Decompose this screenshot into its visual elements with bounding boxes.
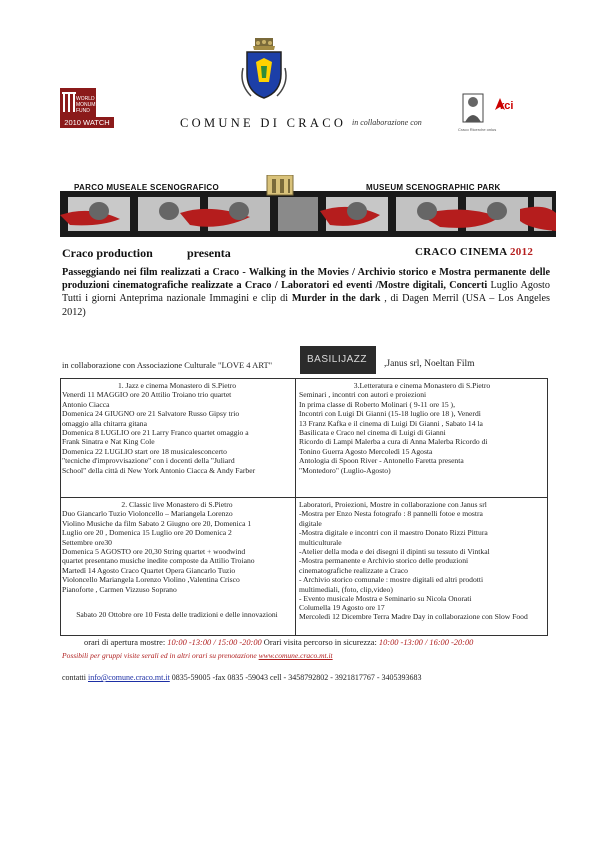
- table-line: Domenica 22 LUGLIO start ore 18 musicalesconcerto: [62, 446, 227, 456]
- cinema-label: CRACO CINEMA: [415, 246, 507, 258]
- craco-ricerche-logo-icon: [460, 90, 486, 126]
- table-column-divider: [295, 378, 296, 636]
- wmf-line-1: WORLD: [76, 96, 95, 102]
- wmf-watch-badge: 2010 WATCH: [60, 117, 114, 128]
- cinema-year: 2012: [509, 246, 534, 258]
- cinema-title: [415, 246, 533, 258]
- table-line: In prima classe di Roberto Molinari ( 9-11 ore 15 ),: [299, 399, 455, 409]
- intro-film-title: Murder in the dark: [291, 293, 381, 305]
- table-line: "tecniche d'improvvisazione" con i docenti della "Juliard: [62, 456, 235, 466]
- table-line: Domenica 8 LUGLIO ore 21 Larry Franco quartet omaggio a: [62, 428, 249, 438]
- cell-jazz-cinema: [62, 381, 292, 475]
- table-line: Violino Musiche da film Sabato 2 Giugno ore 20, Domenica 1: [62, 518, 252, 528]
- table-line: Frank Sinatra e Nat King Cole: [62, 437, 155, 447]
- cell-title: 3.Letteratura e cinema Monastero di S.Pietro: [353, 381, 491, 390]
- monument-icon: [62, 90, 76, 114]
- table-line: -Mostra permanente e Archivio storico delle produzioni: [299, 556, 469, 566]
- table-line: Domenica 5 AGOSTO ore 20,30 String quartet + woodwind: [62, 547, 246, 557]
- table-line: Laboratori, Proiezioni, Mostre in collaborazione con Janus srl: [299, 500, 487, 509]
- table-line: 13 Franz Kafka e il cinema di Luigi Di Gianni , Sabato 14 la: [299, 418, 483, 428]
- table-line: Basilicata e Craco nel cinema di Luigi di Gianni: [299, 428, 446, 438]
- collaboration-text: in collaborazione con Associazione Culturale "LOVE 4 ART": [62, 360, 273, 370]
- cell-laboratori-footer: Mercoledì 12 Dicembre Terra Madre Day in collaborazione con Slow Food: [299, 612, 528, 621]
- table-line: multimediali, (foto, clip,video): [299, 584, 393, 594]
- table-line: Tonino Guerra Agosto Mercoledì 15 Agosta: [299, 446, 433, 456]
- cell-title: 2. Classic live Monastero di S.Pietro: [121, 500, 233, 509]
- presenta-label: presenta: [187, 246, 231, 260]
- banner-title-it: PARCO MUSEALE SCENOGRAFICO: [74, 183, 219, 192]
- table-line: Martedì 14 Agosto Craco Quartet Opera Giancarlo Tuzio: [62, 565, 236, 575]
- table-line: omaggio alla chitarra gitana: [62, 418, 147, 428]
- table-line: Antonio Ciacca: [62, 399, 110, 409]
- table-line: Luglio ore 20 , Domenica 15 Luglio ore 20 Domenica 2: [62, 528, 232, 538]
- partners-text: ,Janus srl, Noeltan Film: [384, 359, 475, 369]
- table-line: Incontri con Luigi Di Gianni (15-18 luglio ore 18 ), Venerdì: [299, 409, 481, 419]
- rci-logo: rci: [500, 100, 514, 112]
- table-line: Settembre ore30: [62, 537, 112, 547]
- wmf-line-2: MONUMENTS: [76, 102, 109, 108]
- cell-letteratura-cinema: [299, 381, 545, 475]
- table-row-divider: [60, 497, 548, 498]
- contacts-phones: 0835-59005 -fax 0835 -59043 cell - 3458792802 - 3921817767 - 3405393683: [169, 673, 422, 682]
- opening-hours-times: 10:00 -13:00 / 15:00 -20:00: [167, 638, 262, 647]
- cell-classic-live: [62, 500, 292, 594]
- cell-laboratori: [299, 500, 545, 613]
- opening-hours: [84, 638, 473, 647]
- table-line: -Atelier della moda e dei disegni il dipinti su tessuto di Vintkal: [299, 547, 490, 557]
- table-line: -Mostra digitale e incontri con il maestro Donato Rizzi Pittura: [299, 528, 488, 538]
- table-line: digitale: [299, 518, 322, 528]
- cell-title: 1. Jazz e cinema Monastero di S.Pietro: [117, 381, 237, 390]
- comune-title: COMUNE DI CRACO: [180, 116, 347, 130]
- production-name: Craco production: [62, 246, 153, 260]
- table-line: Columella 19 Agosto ore 17: [299, 603, 385, 613]
- table-line: Seminari , incontri con autori e proiezioni: [299, 390, 427, 400]
- intro-plain-2: , di Dagen Merril (USA – Los Angeles 2012): [62, 293, 550, 318]
- table-line: Domenica 24 GIUGNO ore 21 Salvatore Russo Gipsy trio: [62, 409, 240, 419]
- table-line: Antologia di Spoon River - Antonello Faretta presenta: [299, 456, 464, 466]
- website-link[interactable]: www.comune.craco.mt.it: [258, 651, 333, 660]
- table-line: School" della città di New York Antonio Ciacca & Andy Farber: [62, 465, 256, 475]
- wmf-line-3: FUND: [76, 108, 90, 114]
- craco-coat-of-arms-icon: [241, 38, 287, 100]
- comune-subtitle: in collaborazione con: [352, 118, 422, 127]
- clapper-icon: [267, 175, 293, 195]
- wmf-label: [76, 96, 116, 114]
- intro-paragraph: [62, 266, 550, 319]
- banner-title-en: MUSEUM SCENOGRAPHIC PARK: [366, 183, 501, 192]
- table-line: "Montedoro" (Luglio-Agosto): [299, 465, 391, 475]
- opening-hours-label: orari di apertura mostre:: [84, 638, 168, 647]
- cell-classic-live-footer: Sabato 20 Ottobre ore 10 Festa delle tradizioni e delle innovazioni: [76, 610, 278, 619]
- table-line: Violoncello Mariangela Lorenzo Violino ,Valentina Crisco: [62, 575, 240, 585]
- table-line: Pianoforte , Carmen Vizzuso Soprano: [62, 584, 177, 594]
- contacts-label: contatti: [62, 673, 88, 682]
- table-line: cinematografiche realizzate a Craco: [299, 565, 408, 575]
- booking-note: [62, 651, 333, 660]
- table-line: quartet presentano musiche inedite composte da Attilio Troiano: [62, 556, 255, 566]
- visit-hours-times: 10:00 -13:00 / 16:00 -20:00: [378, 638, 474, 647]
- intro-plain-1: Luglio Agosto Tutti i giorni Anteprima nazionale Immagini e clip di: [62, 280, 550, 305]
- craco-ricerche-caption: Craco Ricerche onlus: [458, 127, 497, 132]
- contacts: [62, 673, 422, 682]
- table-line: multiculturale: [299, 537, 342, 547]
- intro-bold: Passeggiando nei film realizzati a Craco - Walking in the Movies / Archivio storico e Mostra permanente delle produzioni cinematografiche realizzate a Craco / Laboratori ed eventi /Mostre digitali, Concerti: [62, 267, 550, 292]
- table-line: - Archivio storico comunale : mostre digitali ed altri prodotti: [299, 575, 484, 585]
- basilijazz-label: BASILIJAZZ: [307, 354, 368, 365]
- booking-note-text: Possibili per gruppi visite serali ed in altri orari su prenotazione: [62, 651, 259, 660]
- table-line: -Mostra per Enzo Nesta fotografo : 8 pannelli fotoe e mostra: [299, 509, 483, 519]
- table-line: Ricordo di Lampi Malerba a cura di Anna Malerba Ricordo di: [299, 437, 488, 447]
- email-link[interactable]: info@comune.craco.mt.it: [88, 673, 170, 682]
- table-line: Duo Giancarlo Tuzio Violoncello – Mariangela Lorenzo: [62, 509, 233, 519]
- table-line: Venerdì 11 MAGGIO ore 20 Attilio Troiano trio quartet: [62, 390, 232, 400]
- visit-hours-label: Orari visita percorso in sicurezza:: [261, 638, 379, 647]
- table-line: - Evento musicale Mostra e Seminario su Nicola Onorati: [299, 594, 472, 604]
